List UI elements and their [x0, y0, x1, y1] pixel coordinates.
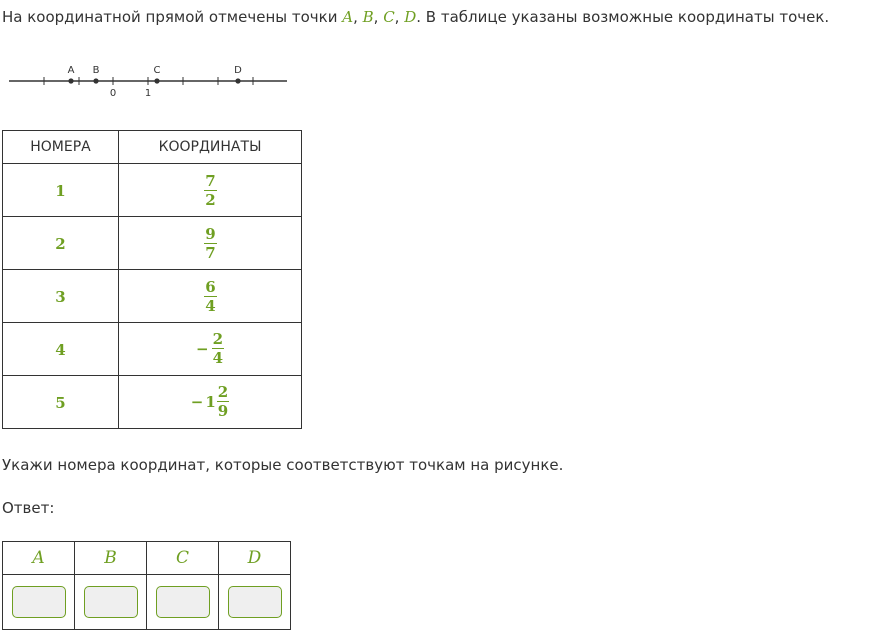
- answer-header-b: B: [75, 542, 147, 575]
- row-number: 5: [55, 393, 66, 412]
- coordinate-value: [196, 331, 224, 367]
- answer-input-d[interactable]: [228, 586, 282, 618]
- point-c-var: C: [383, 8, 395, 26]
- answer-input-row: [3, 575, 291, 630]
- coordinate-value: [203, 279, 216, 315]
- point-a-var: A: [342, 8, 354, 26]
- table-row: [3, 217, 302, 270]
- label-d: D: [234, 65, 242, 76]
- answer-input-b[interactable]: [84, 586, 138, 618]
- denominator: 4: [212, 349, 223, 367]
- coordinates-table: [2, 130, 302, 429]
- denominator: 4: [205, 297, 216, 315]
- fraction: [204, 279, 216, 315]
- answer-header-row: [3, 542, 291, 575]
- answer-input-c[interactable]: [156, 586, 210, 618]
- point-d-var: D: [404, 8, 417, 26]
- header-coordinate: КООРДИНАТЫ: [119, 131, 302, 164]
- tick-label-one: 1: [144, 88, 152, 99]
- whole-part: 1: [205, 393, 216, 411]
- point-b-dot: [93, 78, 98, 83]
- question-prefix: На координатной прямой отмечены точки: [2, 8, 343, 26]
- point-a-dot: [68, 78, 73, 83]
- fraction: [217, 384, 229, 420]
- row-number: 3: [55, 287, 66, 306]
- numerator: 2: [212, 330, 223, 348]
- label-a: A: [67, 65, 75, 76]
- denominator: 2: [205, 191, 216, 209]
- answer-table: [2, 541, 291, 630]
- question-suffix: . В таблице указаны возможные координаты точек.: [416, 8, 830, 26]
- table-row: [3, 376, 302, 429]
- question-text: На координатной прямой отмечены точки A, B, C, D. В таблице указаны возможные координаты точек.: [2, 8, 830, 26]
- answer-header-d: D: [219, 542, 291, 575]
- table-row: [3, 164, 302, 217]
- fraction: [204, 173, 216, 209]
- numerator: 2: [217, 383, 229, 401]
- numerator: 9: [205, 225, 216, 243]
- point-b-var: B: [362, 8, 374, 26]
- row-number: 2: [55, 234, 66, 253]
- label-c: C: [153, 65, 161, 76]
- answer-header-a: A: [3, 542, 75, 575]
- answer-header-c: C: [147, 542, 219, 575]
- fraction: [204, 226, 216, 262]
- header-number: НОМЕРА: [3, 131, 119, 164]
- point-c-dot: [154, 78, 159, 83]
- minus-sign: −: [195, 340, 209, 358]
- tick-label-zero: 0: [109, 88, 117, 99]
- coordinate-value: [203, 226, 216, 262]
- numerator: 7: [205, 172, 216, 190]
- number-line: [0, 58, 300, 100]
- numerator: 6: [205, 278, 216, 296]
- denominator: 7: [205, 244, 216, 262]
- fraction: [212, 331, 224, 367]
- table-row: [3, 270, 302, 323]
- point-d-dot: [235, 78, 240, 83]
- denominator: 9: [217, 402, 229, 420]
- instruction-text: Укажи номера координат, которые соответствуют точкам на рисунке.: [2, 456, 564, 474]
- answer-label: Ответ:: [2, 499, 55, 517]
- table-row: [3, 323, 302, 376]
- answer-input-a[interactable]: [12, 586, 66, 618]
- coordinate-value: [191, 384, 229, 420]
- row-number: 1: [55, 181, 66, 200]
- label-b: B: [92, 65, 100, 76]
- table-header-row: [3, 131, 302, 164]
- row-number: 4: [55, 340, 66, 359]
- minus-sign: −: [190, 393, 204, 411]
- coordinate-value: [203, 173, 216, 209]
